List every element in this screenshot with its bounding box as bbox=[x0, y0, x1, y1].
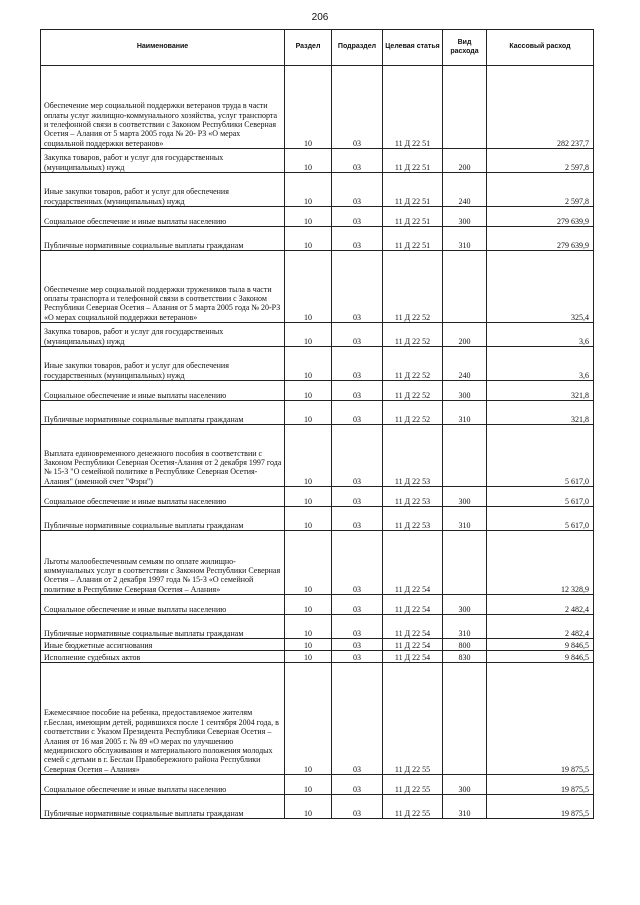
row-name: Закупка товаров, работ и услуг для государственных (муниципальных) нужд bbox=[41, 323, 285, 347]
row-cash: 325,4 bbox=[487, 251, 594, 323]
row-target: 11 Д 22 52 bbox=[383, 401, 443, 425]
row-section: 10 bbox=[285, 615, 332, 639]
row-name: Публичные нормативные социальные выплаты гражданам bbox=[41, 401, 285, 425]
row-name: Обеспечение мер социальной поддержки ветеранов труда в части оплаты услуг жилищно-коммунального хозяйства, услуг транспорта и телефонной связи в соответствии с Законом Республики Северная Осетия – Алания от 5 марта 2005 года № 20- РЗ «О мерах социальной поддержки ветеранов» bbox=[41, 66, 285, 149]
row-target: 11 Д 22 51 bbox=[383, 227, 443, 251]
row-subsection: 03 bbox=[332, 173, 383, 207]
row-expense-type: 300 bbox=[443, 775, 487, 795]
row-cash: 321,8 bbox=[487, 381, 594, 401]
column-header-name: Наименование bbox=[41, 30, 285, 66]
row-section: 10 bbox=[285, 401, 332, 425]
row-cash: 19 875,5 bbox=[487, 795, 594, 819]
row-target: 11 Д 22 51 bbox=[383, 66, 443, 149]
row-subsection: 03 bbox=[332, 639, 383, 651]
row-name: Обеспечение мер социальной поддержки тружеников тыла в части оплаты транспорта и телефонной связи в соответствии с Законом Республики Северная Осетия – Алания от 5 марта 2005 года № 20-РЗ «О мерах социальной поддержки ветеранов» bbox=[41, 251, 285, 323]
row-subsection: 03 bbox=[332, 615, 383, 639]
row-expense-type: 240 bbox=[443, 347, 487, 381]
row-target: 11 Д 22 54 bbox=[383, 651, 443, 663]
table-row bbox=[41, 66, 594, 149]
row-name: Иные закупки товаров, работ и услуг для обеспечения государственных (муниципальных) нужд bbox=[41, 173, 285, 207]
row-subsection: 03 bbox=[332, 651, 383, 663]
row-expense-type bbox=[443, 251, 487, 323]
row-section: 10 bbox=[285, 347, 332, 381]
column-header-cash: Кассовый расход bbox=[487, 30, 594, 66]
page-number: 206 bbox=[311, 12, 329, 23]
row-name: Исполнение судебных актов bbox=[41, 651, 285, 663]
row-target: 11 Д 22 51 bbox=[383, 207, 443, 227]
row-subsection: 03 bbox=[332, 663, 383, 775]
row-expense-type: 300 bbox=[443, 487, 487, 507]
row-cash: 9 846,5 bbox=[487, 639, 594, 651]
row-subsection: 03 bbox=[332, 347, 383, 381]
row-target: 11 Д 22 54 bbox=[383, 531, 443, 595]
row-subsection: 03 bbox=[332, 149, 383, 173]
row-target: 11 Д 22 52 bbox=[383, 347, 443, 381]
table-row bbox=[41, 401, 594, 425]
row-expense-type: 830 bbox=[443, 651, 487, 663]
row-section: 10 bbox=[285, 381, 332, 401]
table-row bbox=[41, 595, 594, 615]
row-cash: 2 597,8 bbox=[487, 149, 594, 173]
row-name: Выплата единовременного денежного пособия в соответствии с Законом Республики Северная Осетия-Алания от 2 декабря 1997 года № 15-З "О семейной политике в Республике Северная Осетия-Алания" (именной счет "Фэрн") bbox=[41, 425, 285, 487]
row-target: 11 Д 22 53 bbox=[383, 487, 443, 507]
row-section: 10 bbox=[285, 651, 332, 663]
table-row bbox=[41, 207, 594, 227]
row-subsection: 03 bbox=[332, 531, 383, 595]
row-section: 10 bbox=[285, 66, 332, 149]
table-row bbox=[41, 173, 594, 207]
row-cash: 5 617,0 bbox=[487, 487, 594, 507]
row-name: Публичные нормативные социальные выплаты гражданам bbox=[41, 507, 285, 531]
row-name: Публичные нормативные социальные выплаты гражданам bbox=[41, 615, 285, 639]
row-name: Социальное обеспечение и иные выплаты населению bbox=[41, 487, 285, 507]
row-expense-type: 310 bbox=[443, 507, 487, 531]
row-expense-type: 310 bbox=[443, 227, 487, 251]
table-row bbox=[41, 651, 594, 663]
row-target: 11 Д 22 54 bbox=[383, 595, 443, 615]
row-target: 11 Д 22 54 bbox=[383, 639, 443, 651]
row-name: Закупка товаров, работ и услуг для государственных (муниципальных) нужд bbox=[41, 149, 285, 173]
row-name: Социальное обеспечение и иные выплаты населению bbox=[41, 595, 285, 615]
table-row bbox=[41, 639, 594, 651]
row-cash: 5 617,0 bbox=[487, 507, 594, 531]
row-cash: 2 482,4 bbox=[487, 595, 594, 615]
row-section: 10 bbox=[285, 323, 332, 347]
row-expense-type bbox=[443, 663, 487, 775]
row-name: Социальное обеспечение и иные выплаты населению bbox=[41, 775, 285, 795]
row-cash: 282 237,7 bbox=[487, 66, 594, 149]
table-row bbox=[41, 347, 594, 381]
row-cash: 3,6 bbox=[487, 323, 594, 347]
row-cash: 19 875,5 bbox=[487, 775, 594, 795]
row-section: 10 bbox=[285, 531, 332, 595]
row-expense-type: 300 bbox=[443, 381, 487, 401]
row-cash: 9 846,5 bbox=[487, 651, 594, 663]
row-target: 11 Д 22 51 bbox=[383, 173, 443, 207]
row-cash: 2 597,8 bbox=[487, 173, 594, 207]
row-subsection: 03 bbox=[332, 381, 383, 401]
row-cash: 3,6 bbox=[487, 347, 594, 381]
row-name: Публичные нормативные социальные выплаты гражданам bbox=[41, 795, 285, 819]
row-expense-type: 200 bbox=[443, 149, 487, 173]
row-section: 10 bbox=[285, 595, 332, 615]
column-header-expense-type: Вид расхода bbox=[443, 30, 487, 66]
row-subsection: 03 bbox=[332, 66, 383, 149]
row-cash: 5 617,0 bbox=[487, 425, 594, 487]
row-expense-type: 300 bbox=[443, 207, 487, 227]
table-row bbox=[41, 381, 594, 401]
table-row bbox=[41, 425, 594, 487]
row-section: 10 bbox=[285, 775, 332, 795]
table-row bbox=[41, 615, 594, 639]
row-cash: 19 875,5 bbox=[487, 663, 594, 775]
table-row bbox=[41, 227, 594, 251]
row-target: 11 Д 22 55 bbox=[383, 795, 443, 819]
row-target: 11 Д 22 52 bbox=[383, 323, 443, 347]
row-section: 10 bbox=[285, 173, 332, 207]
table-row bbox=[41, 487, 594, 507]
row-target: 11 Д 22 53 bbox=[383, 507, 443, 531]
row-name: Иные закупки товаров, работ и услуг для обеспечения государственных (муниципальных) нужд bbox=[41, 347, 285, 381]
row-target: 11 Д 22 52 bbox=[383, 381, 443, 401]
table-row bbox=[41, 531, 594, 595]
row-target: 11 Д 22 54 bbox=[383, 615, 443, 639]
row-expense-type: 300 bbox=[443, 595, 487, 615]
row-subsection: 03 bbox=[332, 323, 383, 347]
row-target: 11 Д 22 55 bbox=[383, 775, 443, 795]
row-section: 10 bbox=[285, 149, 332, 173]
table-row bbox=[41, 149, 594, 173]
row-target: 11 Д 22 52 bbox=[383, 251, 443, 323]
column-header-target: Целевая статья bbox=[383, 30, 443, 66]
row-name: Социальное обеспечение и иные выплаты населению bbox=[41, 207, 285, 227]
row-section: 10 bbox=[285, 507, 332, 531]
row-expense-type bbox=[443, 425, 487, 487]
row-cash: 12 328,9 bbox=[487, 531, 594, 595]
row-target: 11 Д 22 51 bbox=[383, 149, 443, 173]
row-subsection: 03 bbox=[332, 595, 383, 615]
row-name: Социальное обеспечение и иные выплаты населению bbox=[41, 381, 285, 401]
row-section: 10 bbox=[285, 227, 332, 251]
row-name: Льготы малообеспеченным семьям по оплате жилищно-коммунальных услуг в соответствии с Законом Республики Северная Осетия – Алания от 2 декабря 1997 года № 15-З «О семейной политике в Республике Северная Осетия – Алания» bbox=[41, 531, 285, 595]
table-row bbox=[41, 663, 594, 775]
row-section: 10 bbox=[285, 487, 332, 507]
row-name: Иные бюджетные ассигнования bbox=[41, 639, 285, 651]
row-section: 10 bbox=[285, 639, 332, 651]
row-cash: 279 639,9 bbox=[487, 207, 594, 227]
row-cash: 321,8 bbox=[487, 401, 594, 425]
row-name: Публичные нормативные социальные выплаты гражданам bbox=[41, 227, 285, 251]
row-section: 10 bbox=[285, 425, 332, 487]
table-row bbox=[41, 775, 594, 795]
row-subsection: 03 bbox=[332, 251, 383, 323]
budget-table bbox=[40, 29, 594, 819]
row-cash: 279 639,9 bbox=[487, 227, 594, 251]
row-section: 10 bbox=[285, 795, 332, 819]
row-target: 11 Д 22 53 bbox=[383, 425, 443, 487]
row-subsection: 03 bbox=[332, 507, 383, 531]
row-subsection: 03 bbox=[332, 227, 383, 251]
row-expense-type: 310 bbox=[443, 401, 487, 425]
column-header-subsection: Подраздел bbox=[332, 30, 383, 66]
row-expense-type bbox=[443, 531, 487, 595]
table-row bbox=[41, 795, 594, 819]
table-row bbox=[41, 507, 594, 531]
row-expense-type: 310 bbox=[443, 615, 487, 639]
row-subsection: 03 bbox=[332, 207, 383, 227]
row-expense-type: 310 bbox=[443, 795, 487, 819]
row-section: 10 bbox=[285, 207, 332, 227]
table-header-row bbox=[41, 30, 594, 66]
row-subsection: 03 bbox=[332, 487, 383, 507]
row-expense-type bbox=[443, 66, 487, 149]
row-section: 10 bbox=[285, 251, 332, 323]
row-subsection: 03 bbox=[332, 401, 383, 425]
table-row bbox=[41, 323, 594, 347]
row-target: 11 Д 22 55 bbox=[383, 663, 443, 775]
row-subsection: 03 bbox=[332, 775, 383, 795]
row-expense-type: 800 bbox=[443, 639, 487, 651]
row-cash: 2 482,4 bbox=[487, 615, 594, 639]
row-expense-type: 240 bbox=[443, 173, 487, 207]
table-row bbox=[41, 251, 594, 323]
row-section: 10 bbox=[285, 663, 332, 775]
row-name: Ежемесячное пособие на ребенка, предоставляемое жителям г.Беслан, имеющим детей, родившихся после 1 сентября 2004 года, в соответствии с Указом Президента Республики Северная Осетия – Алания от 16 мая 2005 г. № 89 «О мерах по улучшению медицинского обслуживания и материального положения молодых семей с детьми в г. Беслан Правобережного района Республики Северная Осетия – Алания» bbox=[41, 663, 285, 775]
row-subsection: 03 bbox=[332, 425, 383, 487]
row-subsection: 03 bbox=[332, 795, 383, 819]
row-expense-type: 200 bbox=[443, 323, 487, 347]
column-header-section: Раздел bbox=[285, 30, 332, 66]
